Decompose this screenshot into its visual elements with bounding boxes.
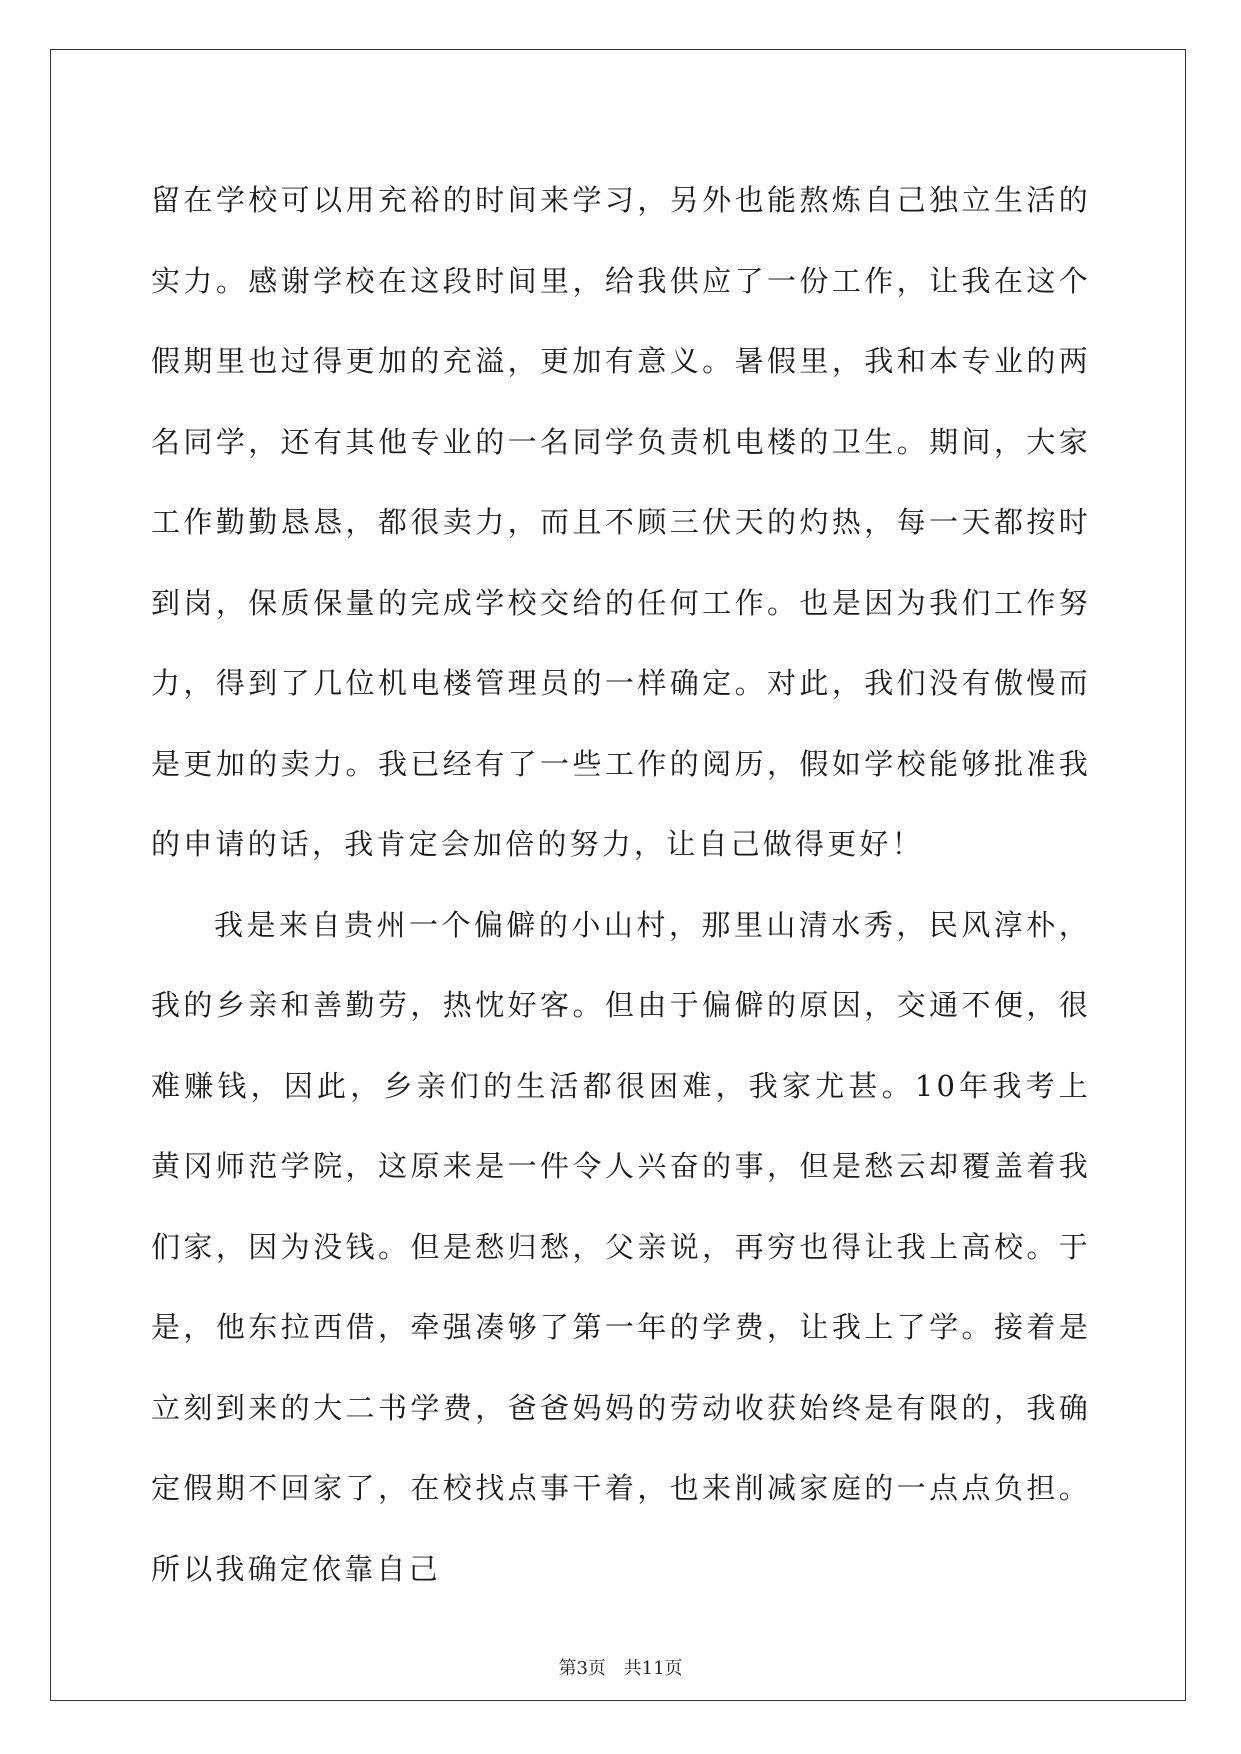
page-number: 第3页: [558, 1658, 606, 1679]
page-footer: [0, 1657, 1241, 1681]
paragraph-1: 留在学校可以用充裕的时间来学习，另外也能熬炼自己独立生活的实力。感谢学校在这段时间里，给我供应了一份工作，让我在这个假期里也过得更加的充溢，更加有意义。暑假里，我和本专业的两名同学，还有其他专业的一名同学负责机电楼的卫生。期间，大家工作勤勤恳恳，都很卖力，而且不顾三伏天的灼热，每一天都按时到岗，保质保量的完成学校交给的任何工作。也是因为我们工作努力，得到了几位机电楼管理员的一样确定。对此，我们没有傲慢而是更加的卖力。我已经有了一些工作的阅历，假如学校能够批准我的申请的话，我肯定会加倍的努力，让自己做得更好！: [151, 183, 1091, 861]
document-body: [151, 160, 1091, 1609]
page-total: 共11页: [623, 1658, 683, 1679]
paragraph-2: 我是来自贵州一个偏僻的小山村，那里山清水秀，民风淳朴，我的乡亲和善勤劳，热忱好客。但由于偏僻的原因，交通不便，很难赚钱，因此，乡亲们的生活都很困难，我家尤甚。10年我考上黄冈师范学院，这原来是一件令人兴奋的事，但是愁云却覆盖着我们家，因为没钱。但是愁归愁，父亲说，再穷也得让我上高校。于是，他东拉西借，牵强凑够了第一年的学费，让我上了学。接着是立刻到来的大二书学费，爸爸妈妈的劳动收获始终是有限的，我确定假期不回家了，在校找点事干着，也来削减家庭的一点点负担。所以我确定依靠自己: [151, 907, 1091, 1586]
